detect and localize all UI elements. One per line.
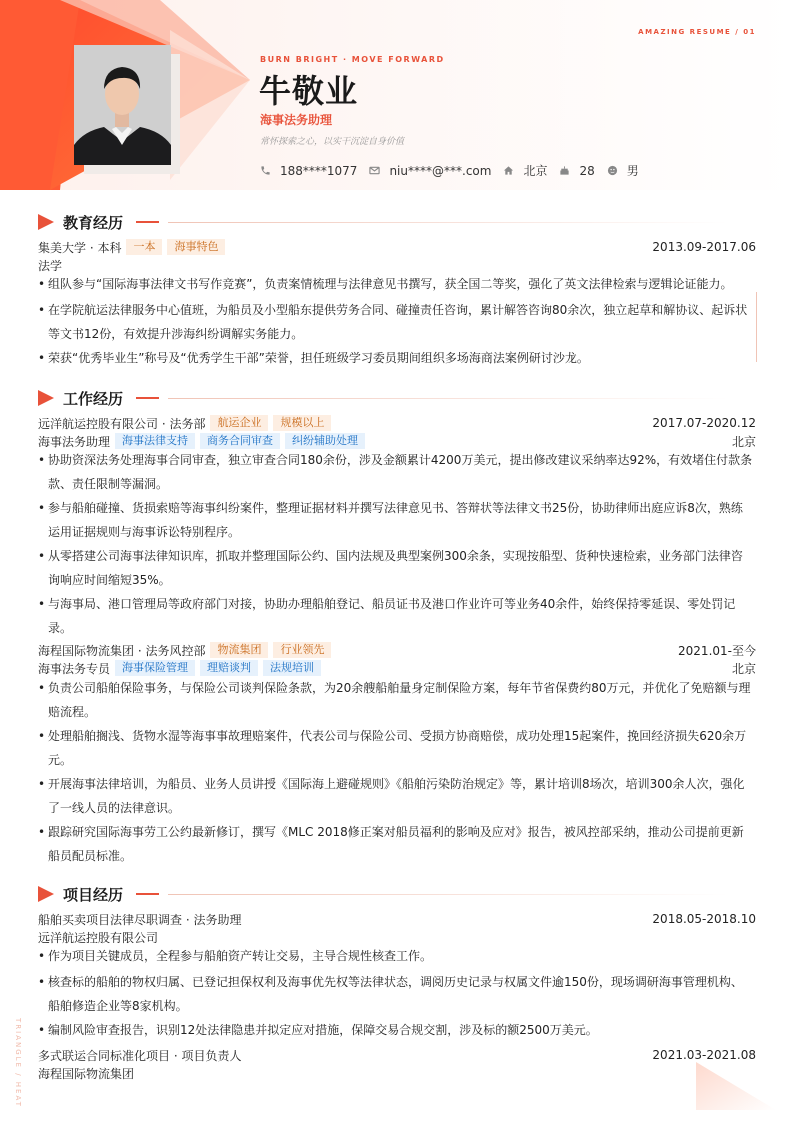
section-title: 教育经历	[63, 214, 124, 232]
contact-age	[559, 164, 594, 178]
section-divider	[168, 222, 728, 223]
section-accent-dash	[136, 397, 159, 399]
bullet-text: 从零搭建公司海事法律知识库，抓取并整理国际公约、国内法规及典型案例300余条，实现按船型、货种快速检索，业务部门法律咨询响应时间缩短35%。	[48, 549, 743, 587]
contact-phone	[260, 164, 357, 178]
company-tag: 航运企业	[210, 415, 268, 431]
bullet-text: 协助资深法务处理海事合同审查，独立审查合同180余份，涉及金额累计4200万美元，提出修改建议采纳率达92%，有效堵住付款条款、责任限制等漏洞。	[48, 453, 753, 491]
bullet-text: 参与船舶碰撞、货损索赔等海事纠纷案件，整理证据材料并撰写法律意见书、答辩状等法律文书25份，协助律师出庭应诉8次，熟练运用证据规则与海事诉讼特别程序。	[48, 501, 743, 539]
job-header	[38, 641, 756, 659]
job-bullet: • 从零搭建公司海事法律知识库，抓取并整理国际公约、国内法规及典型案例300余条，实现按船型、货种快速检索，业务部门法律咨询响应时间缩短35%。	[38, 545, 754, 592]
job-bullet: • 开展海事法律培训，为船员、业务人员讲授《国际海上避碰规则》《船舶污染防治规定》等，累计培训8场次，培训300余人次，强化了一线人员的法律意识。	[38, 773, 754, 820]
section-accent-dash	[136, 221, 159, 223]
target-role: 海事法务助理	[260, 113, 333, 127]
bullet-text: 荣获“优秀毕业生”称号及“优秀学生干部”荣誉，担任班级学习委员期间组织多场海商法案例研讨沙龙。	[48, 351, 589, 365]
email-text: niu****@***.com	[389, 163, 492, 178]
skill-tag: 理赔谈判	[200, 660, 258, 676]
corner-label: AMAZING RESUME / 01	[638, 28, 756, 36]
contact-city	[503, 162, 547, 179]
section-triangle-icon	[38, 390, 54, 406]
skill-tag: 纠纷辅助处理	[285, 433, 365, 449]
mail-icon	[369, 165, 380, 176]
side-label: TRIANGLE / HEAT	[14, 1018, 22, 1108]
home-icon	[503, 165, 514, 176]
school-tag: 海事特色	[167, 239, 225, 255]
project-date: 2021.03-2021.08	[652, 1048, 756, 1062]
project-header	[38, 1046, 756, 1064]
company-name: 远洋航运控股有限公司 · 法务部	[38, 416, 206, 431]
side-rule	[756, 292, 757, 362]
bullet-text: 跟踪研究国际海事劳工公约最新修订，撰写《MLC 2018修正案对船员福利的影响及应对》报告，被风控部采纳，推动公司提前更新船员配员标准。	[48, 825, 744, 863]
project-title: 船舶买卖项目法律尽职调查 · 法务助理	[38, 912, 242, 927]
education-bullet: • 荣获“优秀毕业生”称号及“优秀学生干部”荣誉，担任班级学习委员期间组织多场海商法案例研讨沙龙。	[38, 347, 754, 371]
job-bullet: • 与海事局、港口管理局等政府部门对接，协助办理船舶登记、船员证书及港口作业许可等业务40余件，始终保持零延误、零处罚记录。	[38, 593, 754, 640]
cake-icon	[559, 165, 570, 176]
candidate-name: 牛敬业	[259, 72, 359, 110]
bullet-text: 核查标的船舶的物权归属、已登记担保权利及海事优先权等法律状态，调阅历史记录与权属文件逾150份，现场调研海事管理机构、船舶修造企业等8家机构。	[48, 975, 743, 1013]
slogan: BURN BRIGHT · MOVE FORWARD	[260, 55, 445, 64]
contact-bar	[260, 162, 651, 179]
section-divider	[168, 894, 728, 895]
city-text: 北京	[523, 164, 548, 178]
company-name: 海程国际物流集团 · 法务风控部	[38, 643, 206, 658]
education-header	[38, 238, 756, 256]
bullet-text: 组队参与“国际海事法律文书写作竞赛”，负责案情梳理与法律意见书撰写，获全国二等奖，强化了英文法律检索与逻辑论证能力。	[48, 277, 733, 291]
profile-photo	[74, 45, 171, 165]
gender-text: 男	[626, 164, 639, 178]
section-triangle-icon	[38, 886, 54, 902]
project-org-row	[38, 928, 756, 946]
age-text: 28	[579, 163, 595, 178]
project-bullet: • 作为项目关键成员，全程参与船舶资产转让交易，主导合规性核查工作。	[38, 945, 754, 969]
school-tag: 一本	[126, 239, 162, 255]
section-work	[38, 388, 758, 408]
education-bullet: • 在学院航运法律服务中心值班，为船员及小型船东提供劳务合同、碰撞责任咨询，累计解答咨询80余次，独立起草和解协议、起诉状等文书12份，有效提升涉海纠纷调解实务能力。	[38, 299, 754, 346]
job-position-row	[38, 659, 756, 677]
job-bullet: • 处理船舶搁浅、货物水湿等海事事故理赔案件，代表公司与保险公司、受损方协商赔偿，成功处理15起案件，挽回经济损失620余万元。	[38, 725, 754, 772]
section-accent-dash	[136, 893, 159, 895]
phone-text: 188****1077	[280, 163, 358, 178]
school-name: 集美大学 · 本科	[38, 240, 122, 255]
skill-tag: 商务合同审查	[200, 433, 280, 449]
company-tag: 行业领先	[273, 642, 331, 658]
company-tag: 规模以上	[273, 415, 331, 431]
bullet-text: 编制风险审查报告，识别12处法律隐患并拟定应对措施，保障交易合规交割，涉及标的额2500万美元。	[48, 1023, 598, 1037]
contact-email	[369, 164, 491, 178]
phone-icon	[260, 165, 271, 176]
bullet-text: 在学院航运法律服务中心值班，为船员及小型船东提供劳务合同、碰撞责任咨询，累计解答咨询80余次，独立起草和解协议、起诉状等文书12份，有效提升涉海纠纷调解实务能力。	[48, 303, 748, 341]
section-title: 项目经历	[63, 886, 124, 904]
bullet-text: 处理船舶搁浅、货物水湿等海事事故理赔案件，代表公司与保险公司、受损方协商赔偿，成功处理15起案件，挽回经济损失620余万元。	[48, 729, 747, 767]
skill-tag: 法规培训	[263, 660, 321, 676]
major	[38, 256, 756, 274]
person-icon	[607, 165, 618, 176]
job-bullet: • 跟踪研究国际海事劳工公约最新修订，撰写《MLC 2018修正案对船员福利的影响及应对》报告，被风控部采纳，推动公司提前更新船员配员标准。	[38, 821, 754, 868]
project-org-row	[38, 1064, 756, 1082]
project-header	[38, 910, 756, 928]
job-position: 海事法务助理	[38, 434, 111, 449]
job-position-row	[38, 432, 756, 450]
project-title: 多式联运合同标准化项目 · 项目负责人	[38, 1048, 242, 1063]
section-title: 工作经历	[63, 390, 124, 408]
company-tag: 物流集团	[210, 642, 268, 658]
job-bullet: • 负责公司船舶保险事务，与保险公司谈判保险条款，为20余艘船舶量身定制保险方案，每年节省保费约80万元，并优化了免赔额与理赔流程。	[38, 677, 754, 724]
project-bullet: • 编制风险审查报告，识别12处法律隐患并拟定应对措施，保障交易合规交割，涉及标的额2500万美元。	[38, 1019, 754, 1043]
job-city: 北京	[731, 434, 756, 449]
job-city: 北京	[731, 661, 756, 676]
major-text: 法学	[38, 258, 63, 273]
bullet-text: 负责公司船舶保险事务，与保险公司谈判保险条款，为20余艘船舶量身定制保险方案，每年节省保费约80万元，并优化了免赔额与理赔流程。	[48, 681, 751, 719]
education-date: 2013.09-2017.06	[652, 240, 756, 254]
job-date: 2021.01-至今	[678, 643, 756, 658]
bullet-text: 开展海事法律培训，为船员、业务人员讲授《国际海上避碰规则》《船舶污染防治规定》等，累计培训8场次，培训300余人次，强化了一线人员的法律意识。	[48, 777, 745, 815]
job-date: 2017.07-2020.12	[652, 416, 756, 430]
skill-tag: 海事保险管理	[115, 660, 195, 676]
contact-gender	[607, 162, 639, 179]
section-education	[38, 212, 758, 232]
motto: 常怀探索之心，以实干沉淀自身价值	[260, 137, 405, 147]
job-bullet: • 协助资深法务处理海事合同审查，独立审查合同180余份，涉及金额累计4200万美元，提出修改建议采纳率达92%，有效堵住付款条款、责任限制等漏洞。	[38, 449, 754, 496]
job-position: 海事法务专员	[38, 661, 111, 676]
section-divider	[168, 398, 728, 399]
project-org: 远洋航运控股有限公司	[38, 930, 159, 945]
bullet-text: 作为项目关键成员，全程参与船舶资产转让交易，主导合规性核查工作。	[48, 949, 433, 963]
education-bullet: • 组队参与“国际海事法律文书写作竞赛”，负责案情梳理与法律意见书撰写，获全国二等奖，强化了英文法律检索与逻辑论证能力。	[38, 273, 754, 297]
job-header	[38, 414, 756, 432]
project-org: 海程国际物流集团	[38, 1066, 135, 1081]
project-bullet: • 核查标的船舶的物权归属、已登记担保权利及海事优先权等法律状态，调阅历史记录与权属文件逾150份，现场调研海事管理机构、船舶修造企业等8家机构。	[38, 971, 754, 1018]
job-bullet: • 参与船舶碰撞、货损索赔等海事纠纷案件，整理证据材料并撰写法律意见书、答辩状等法律文书25份，协助律师出庭应诉8次，熟练运用证据规则与海事诉讼特别程序。	[38, 497, 754, 544]
bullet-text: 与海事局、港口管理局等政府部门对接，协助办理船舶登记、船员证书及港口作业许可等业务40余件，始终保持零延误、零处罚记录。	[48, 597, 736, 635]
skill-tag: 海事法律支持	[115, 433, 195, 449]
section-triangle-icon	[38, 214, 54, 230]
section-project	[38, 884, 758, 904]
project-date: 2018.05-2018.10	[652, 912, 756, 926]
